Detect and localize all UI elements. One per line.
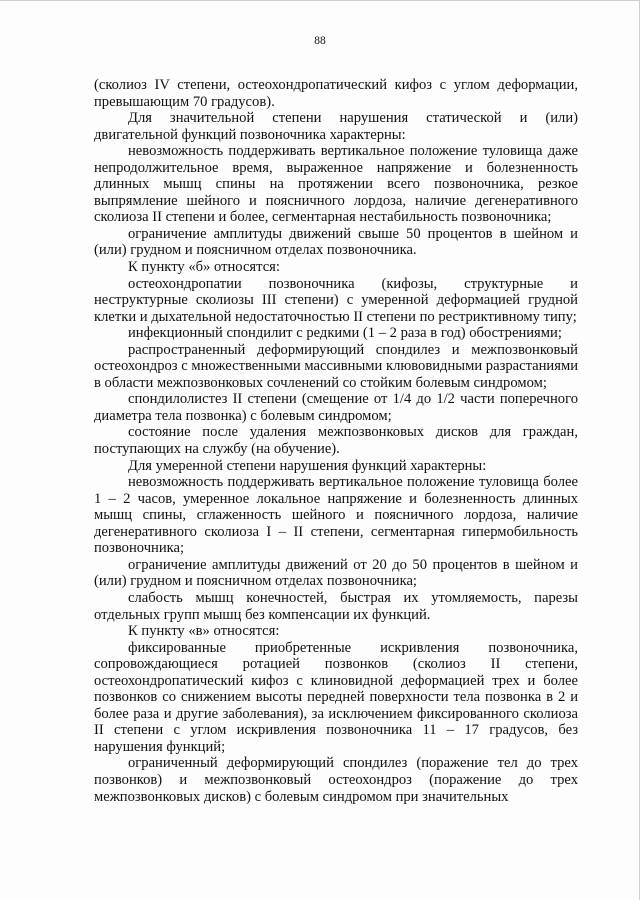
paragraph: остеохондропатии позвоночника (кифозы, структурные и неструктурные сколиозы III степени) с умеренной деформацией грудной клетки и дыхательной недостаточностью II степени по рестриктивному типу;: [94, 275, 578, 325]
paragraph: инфекционный спондилит с редкими (1 – 2 раза в год) обострениями;: [128, 325, 562, 342]
paragraph: ограничение амплитуды движений от 20 до 50 процентов в шейном и (или) грудном и поясничном отделах позвоночника;: [94, 556, 578, 590]
paragraph: (сколиоз IV степени, остеохондропатический кифоз с углом деформации, превышающим 70 градусов).: [94, 77, 578, 110]
document-body: [94, 77, 578, 805]
paragraph: состояние после удаления межпозвонковых дисков для граждан, поступающих на службу (на обучение).: [94, 424, 578, 458]
paragraph: ограничение амплитуды движений свыше 50 процентов в шейном и (или) грудном и поясничном отделах позвоночника.: [94, 225, 578, 259]
paragraph: К пункту «в» относятся:: [128, 623, 280, 640]
paragraph: слабость мышц конечностей, быстрая их утомляемость, парезы отдельных групп мышц без компенсации их функций.: [94, 589, 578, 623]
paragraph: К пункту «б» относятся:: [128, 259, 280, 276]
page-number: 88: [314, 35, 326, 47]
paragraph: невозможность поддерживать вертикальное положение туловища даже непродолжительное время, выраженное напряжение и болезненность длинных мышц спины на протяжении всего позвоночника, резкое выпрямление шейного и поясничного лордоза, наличие дегенеративного сколиоза II степени и более, сегментарная нестабильность позвоночника;: [94, 143, 578, 226]
paragraph: распространенный деформирующий спондилез и межпозвонковый остеохондроз с множественными массивными клювовидными разрастаниями в области межпозвонковых сочленений со стойким болевым синдромом;: [94, 341, 578, 391]
paragraph: спондилолистез II степени (смещение от 1/4 до 1/2 части поперечного диаметра тела позвонка) с болевым синдромом;: [94, 391, 578, 424]
paragraph: ограниченный деформирующий спондилез (поражение тел до трех позвонков) и межпозвонковый остеохондроз (поражение до трех межпозвонковых дисков) с болевым синдромом при значительных: [94, 755, 578, 805]
paragraph: Для значительной степени нарушения статической и (или) двигательной функций позвоночника характерны:: [94, 110, 578, 143]
paragraph: невозможность поддерживать вертикальное положение туловища более 1 – 2 часов, умеренное локальное напряжение и болезненность длинных мышц спины, сглаженность шейного и поясничного лордоза, наличие дегенеративного сколиоза I – II степени, сегментарная гипермобильность позвоночника;: [94, 474, 578, 557]
paragraph: Для умеренной степени нарушения функций характерны:: [128, 457, 487, 474]
paragraph: фиксированные приобретенные искривления позвоночника, сопровождающиеся ротацией позвонков (сколиоз II степени, остеохондропатический кифоз с клиновидной деформацией трех и более позвонков со снижением высоты передней поверхности тела позвонка в 2 и более раза и другие заболевания), за исключением фиксированного сколиоза II степени с углом искривления позвоночника 11 – 17 градусов, без нарушения функций;: [94, 639, 578, 755]
